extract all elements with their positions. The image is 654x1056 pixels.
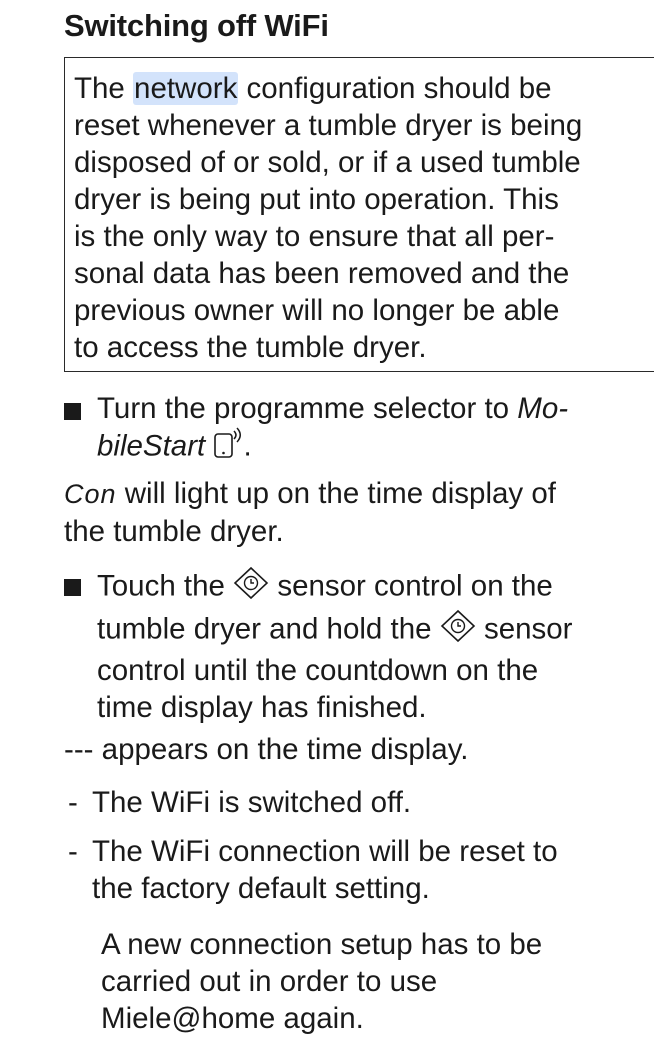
bullet-square-icon: [64, 579, 81, 596]
highlighted-word[interactable]: network: [134, 72, 238, 105]
notice-box: [64, 57, 654, 372]
section-heading: Switching off WiFi: [64, 8, 329, 43]
remote-start-sensor-icon: [440, 609, 476, 652]
display-code: ---: [64, 733, 94, 766]
notice-line: disposed of or sold, or if a used tumble: [74, 146, 581, 179]
notice-line: to access the tumble dryer.: [74, 331, 427, 364]
notice-line: is the only way to ensure that all per-: [74, 220, 555, 253]
notice-line: The network configuration should be: [74, 72, 552, 105]
notice-line: sonal data has been removed and the: [74, 257, 570, 290]
remote-start-sensor-icon: [233, 566, 269, 609]
note-text: A new connection setup has to be carried out in order to use Miele@home again.: [101, 928, 543, 1035]
result-text-1: Con will light up on the time display of the tumble dryer.: [64, 477, 556, 548]
bullet-square-icon: [64, 403, 81, 420]
display-code: Con: [64, 479, 117, 509]
notice-line: dryer is being put into operation. This: [74, 183, 559, 216]
notice-line: previous owner will no longer be able: [74, 294, 560, 327]
mobilestart-phone-icon: [213, 427, 243, 468]
result-text-2: --- appears on the time display.: [64, 733, 469, 766]
notice-line: reset whenever a tumble dryer is being: [74, 109, 583, 142]
